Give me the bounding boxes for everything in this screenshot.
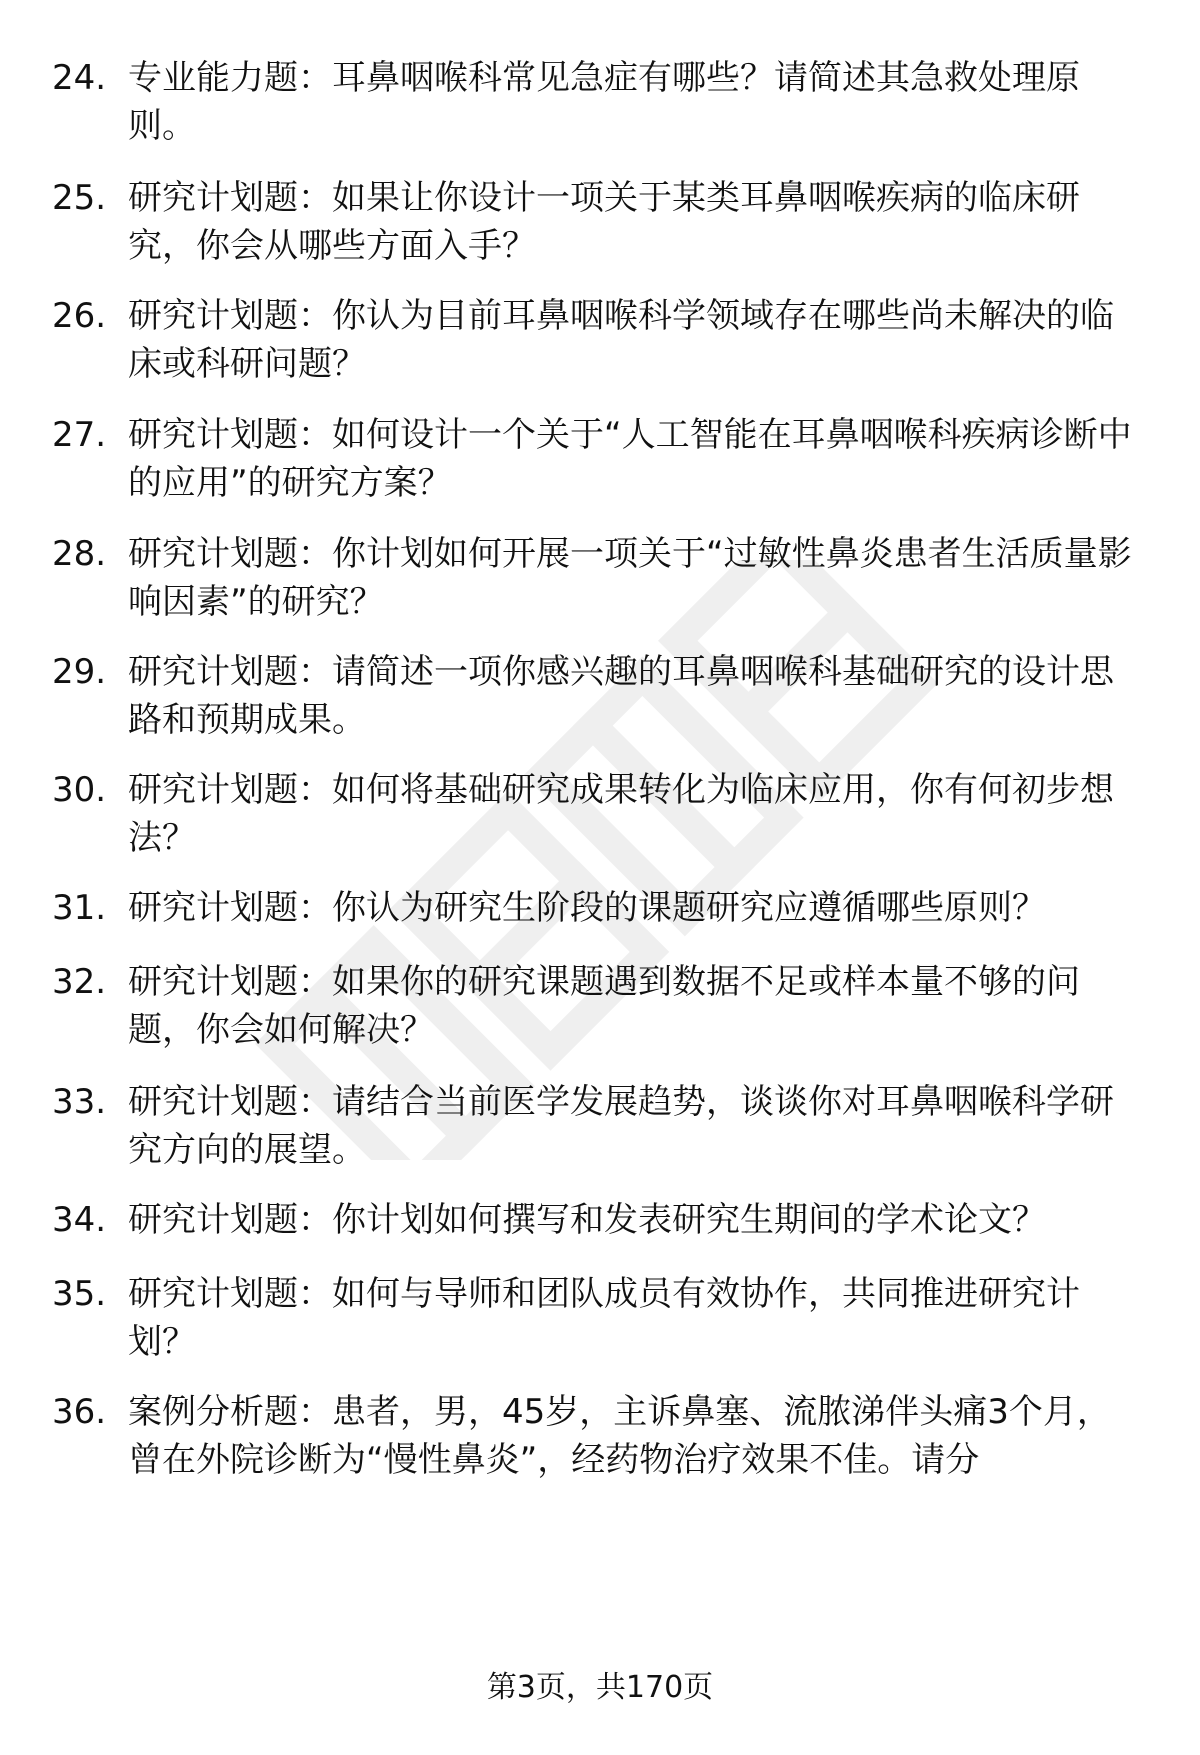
question-number: 32.: [52, 962, 107, 1002]
question-number: 34.: [52, 1200, 107, 1240]
question-number: 25.: [52, 178, 107, 218]
question-text: 研究计划题：请结合当前医学发展趋势，谈谈你对耳鼻咽喉科学研究方向的展望。: [128, 1082, 1114, 1170]
question-number: 27.: [52, 415, 107, 455]
question-text: 研究计划题：如何设计一个关于“人工智能在耳鼻咽喉科疾病诊断中的应用”的研究方案？: [128, 415, 1132, 503]
question-text: 研究计划题：如果你的研究课题遇到数据不足或样本量不够的问题，你会如何解决？: [128, 962, 1080, 1050]
page-number: 第3页，共170页: [486, 1670, 714, 1705]
question-number: 29.: [52, 652, 107, 692]
question-number: 33.: [52, 1082, 107, 1122]
question-number: 30.: [52, 770, 107, 810]
question-number: 36.: [52, 1392, 107, 1432]
question-text: 研究计划题：你计划如何撰写和发表研究生期间的学术论文？: [128, 1200, 1046, 1240]
question-text: 研究计划题：你计划如何开展一项关于“过敏性鼻炎患者生活质量影响因素”的研究？: [128, 534, 1132, 622]
question-text: 研究计划题：请简述一项你感兴趣的耳鼻咽喉科基础研究的设计思路和预期成果。: [128, 652, 1114, 740]
question-number: 35.: [52, 1274, 107, 1314]
question-number: 31.: [52, 888, 107, 928]
question-number: 24.: [52, 58, 107, 98]
question-text: 研究计划题：如何将基础研究成果转化为临床应用，你有何初步想法？: [128, 770, 1114, 858]
question-text: 研究计划题：你认为目前耳鼻咽喉科学领域存在哪些尚未解决的临床或科研问题？: [128, 296, 1114, 384]
question-text: 专业能力题：耳鼻咽喉科常见急症有哪些？请简述其急救处理原则。: [128, 58, 1080, 146]
question-text: 研究计划题：如果让你设计一项关于某类耳鼻咽喉疾病的临床研究，你会从哪些方面入手？: [128, 178, 1080, 266]
question-number: 28.: [52, 534, 107, 574]
question-text: 研究计划题：如何与导师和团队成员有效协作，共同推进研究计划？: [128, 1274, 1080, 1362]
question-text: 案例分析题：患者，男，45岁，主诉鼻塞、流脓涕伴头痛3个月，曾在外院诊断为“慢性鼻炎”，经药物治疗效果不佳。请分: [128, 1392, 1111, 1480]
question-text: 研究计划题：你认为研究生阶段的课题研究应遵循哪些原则？: [128, 888, 1046, 928]
question-number: 26.: [52, 296, 107, 336]
